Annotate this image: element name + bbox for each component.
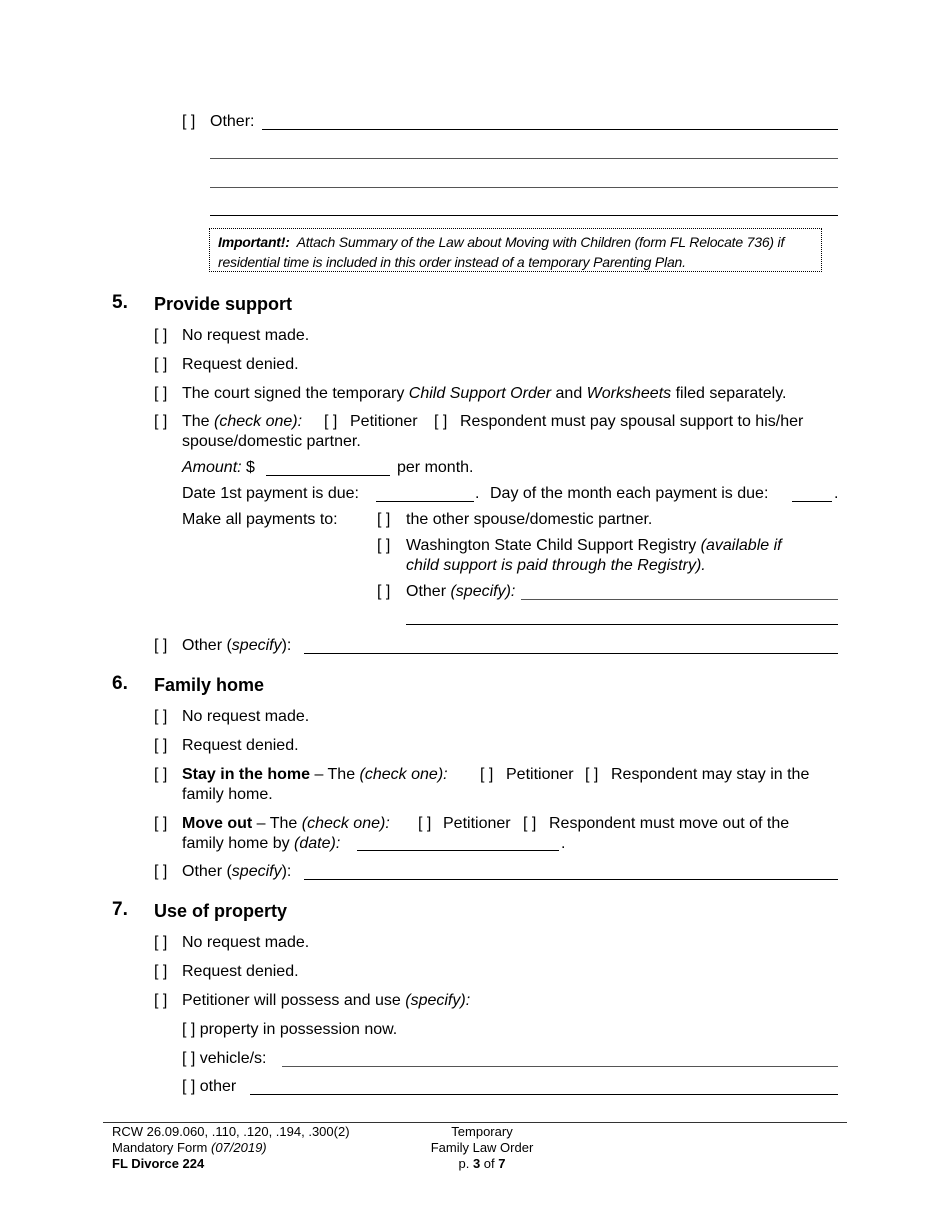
top-other-line-3[interactable] (210, 187, 838, 188)
s6-other-close: ): (281, 863, 292, 880)
s6-move-line2 (182, 834, 340, 854)
s6-other-open: Other ( (182, 863, 232, 880)
s6-other-specify: specify (231, 863, 282, 880)
s5-registry-note2: child support is paid through the Registry). (406, 557, 706, 574)
s6-move-dash: – The (252, 815, 302, 832)
s5-other-input-line[interactable] (304, 653, 838, 654)
s5-spousal-the: The (182, 413, 215, 430)
s6-move-bold: Move out (182, 815, 253, 832)
s5-spousal-checkbox[interactable]: [ ] (154, 413, 168, 430)
s7-other-option[interactable]: [ ] other (182, 1078, 237, 1095)
s5-signed-post: filed separately. (671, 385, 787, 402)
s5-signed-worksheets: Worksheets (586, 385, 672, 402)
footer-page-pre: p. (458, 1156, 473, 1171)
footer-left (112, 1124, 350, 1172)
s6-stay-line1 (182, 765, 448, 785)
s7-petitioner-label (182, 991, 470, 1011)
top-other-label: Other: (210, 113, 255, 130)
notice-text: Attach Summary of the Law about Moving with Children (form FL Relocate 736) if residential time is included in this order instead of a temporary Parenting Plan. (218, 234, 785, 270)
footer-mandatory (112, 1140, 350, 1156)
s6-move-line1 (182, 814, 390, 834)
section-7-title: Use of property (154, 901, 288, 921)
s6-move-by: family home by (182, 835, 295, 852)
s6-other-input-line[interactable] (304, 879, 838, 880)
s5-other-open: Other ( (182, 637, 232, 654)
s5-amount-label (182, 458, 255, 478)
s7-denied-checkbox[interactable]: [ ] (154, 963, 168, 980)
footer-center (422, 1124, 542, 1172)
s5-pay-other-checkbox[interactable]: [ ] (377, 583, 391, 600)
s6-move-petitioner-label: Petitioner (443, 815, 511, 832)
s5-date-period: . (475, 485, 480, 502)
s6-no-request-label: No request made. (182, 708, 310, 725)
footer-title-2: Family Law Order (430, 1140, 534, 1155)
s6-no-request-checkbox[interactable]: [ ] (154, 708, 168, 725)
s5-spousal-line2: spouse/domestic partner. (182, 433, 361, 450)
s5-denied-label: Request denied. (182, 356, 299, 373)
s5-registry-note1: (available if (700, 537, 782, 554)
s5-spousal-petitioner-label: Petitioner (350, 413, 418, 430)
s6-move-date-label: (date): (294, 835, 341, 852)
s5-pay-other-line-1[interactable] (521, 599, 838, 600)
s5-registry-name: Washington State Child Support Registry (406, 537, 697, 554)
footer-page (422, 1156, 542, 1172)
section-7-number: 7. (112, 899, 128, 920)
s5-pay-spouse-checkbox[interactable]: [ ] (377, 511, 391, 528)
footer-rcw: RCW 26.09.060, .110, .120, .194, .300(2) (112, 1124, 350, 1139)
footer-page-total: 7 (498, 1156, 506, 1171)
s5-signed-label (182, 384, 786, 404)
s5-amount-currency: $ (246, 459, 255, 476)
s5-day-label: Day of the month each payment is due: (490, 485, 769, 502)
s6-stay-dash: – The (310, 766, 360, 783)
s5-pay-registry-line2 (406, 556, 706, 576)
s6-move-period: . (561, 835, 566, 852)
s5-pay-other-line-2[interactable] (406, 624, 838, 625)
s7-property-option[interactable]: [ ] property in possession now. (182, 1021, 398, 1038)
s6-move-respondent-label: Respondent must move out of the (549, 815, 790, 832)
top-other-line-4[interactable] (210, 215, 838, 216)
s7-petitioner-text: Petitioner will possess and use (182, 992, 406, 1009)
s7-petitioner-checkbox[interactable]: [ ] (154, 992, 168, 1009)
notice-label: Important!: (218, 234, 290, 250)
s7-denied-label: Request denied. (182, 963, 299, 980)
s5-no-request-label: No request made. (182, 327, 310, 344)
s6-denied-label: Request denied. (182, 737, 299, 754)
s7-vehicle-input-line[interactable] (282, 1066, 838, 1067)
s6-other-checkbox[interactable]: [ ] (154, 863, 168, 880)
top-other-checkbox[interactable]: [ ] (182, 113, 196, 130)
s5-signed-mid: and (551, 385, 587, 402)
top-other-line-1[interactable] (262, 129, 838, 130)
s5-other-specify: specify (231, 637, 282, 654)
s5-spousal-line1 (182, 412, 302, 432)
s5-day-input-line[interactable] (792, 501, 832, 502)
s7-other-input-line[interactable] (250, 1094, 838, 1095)
s5-denied-checkbox[interactable]: [ ] (154, 356, 168, 373)
s6-stay-check-one: (check one): (359, 766, 448, 783)
s6-stay-bold: Stay in the home (182, 766, 311, 783)
s5-pay-registry-label (406, 536, 782, 556)
s6-move-respondent-checkbox[interactable]: [ ] (523, 815, 537, 832)
s5-signed-order: Child Support Order (408, 385, 552, 402)
footer-title-1: Temporary (451, 1124, 513, 1139)
s5-spousal-respondent-checkbox[interactable]: [ ] (434, 413, 448, 430)
s5-pay-spouse-label: the other spouse/domestic partner. (406, 511, 653, 528)
s5-pay-other-label (406, 582, 515, 602)
s5-other-label (182, 636, 291, 656)
s5-date-input-line[interactable] (376, 501, 474, 502)
top-other-line-2[interactable] (210, 158, 838, 159)
s5-amount-input-line[interactable] (266, 475, 390, 476)
s6-move-petitioner-checkbox[interactable]: [ ] (418, 815, 432, 832)
s5-signed-checkbox[interactable]: [ ] (154, 385, 168, 402)
s7-petitioner-specify: (specify): (405, 992, 471, 1009)
s6-move-checkbox[interactable]: [ ] (154, 815, 168, 832)
s7-no-request-checkbox[interactable]: [ ] (154, 934, 168, 951)
s6-stay-respondent-label: Respondent may stay in the (611, 766, 810, 783)
s6-denied-checkbox[interactable]: [ ] (154, 737, 168, 754)
s7-vehicle-option[interactable]: [ ] vehicle/s: (182, 1050, 267, 1067)
section-6-title: Family home (154, 675, 265, 695)
footer-form-id: FL Divorce 224 (112, 1156, 205, 1171)
s5-amount-suffix: per month. (397, 459, 474, 476)
s6-stay-petitioner-label: Petitioner (506, 766, 574, 783)
s5-payments-label: Make all payments to: (182, 511, 338, 528)
s5-spousal-respondent-label: Respondent must pay spousal support to his/her (460, 413, 804, 430)
s6-stay-petitioner-checkbox[interactable]: [ ] (480, 766, 494, 783)
section-5-number: 5. (112, 292, 128, 313)
s5-day-period: . (834, 485, 839, 502)
footer-page-num: 3 (472, 1156, 481, 1171)
s6-stay-checkbox[interactable]: [ ] (154, 766, 168, 783)
footer-mandatory-text: Mandatory Form (112, 1140, 211, 1155)
footer-mandatory-date: (07/2019) (210, 1140, 267, 1155)
s5-date-label: Date 1st payment is due: (182, 485, 359, 502)
s5-pay-other-specify: (specify): (450, 583, 516, 600)
section-6-number: 6. (112, 673, 128, 694)
s6-other-label (182, 862, 291, 882)
important-notice (209, 228, 822, 272)
s6-stay-line2: family home. (182, 786, 273, 803)
footer-page-of: of (480, 1156, 499, 1171)
section-5-title: Provide support (154, 294, 293, 314)
s7-no-request-label: No request made. (182, 934, 310, 951)
s5-pay-registry-checkbox[interactable]: [ ] (377, 537, 391, 554)
s5-no-request-checkbox[interactable]: [ ] (154, 327, 168, 344)
s5-other-close: ): (281, 637, 292, 654)
s6-stay-respondent-checkbox[interactable]: [ ] (585, 766, 599, 783)
s5-other-checkbox[interactable]: [ ] (154, 637, 168, 654)
s5-pay-other-word: Other (406, 583, 447, 600)
s5-spousal-petitioner-checkbox[interactable]: [ ] (324, 413, 338, 430)
s5-signed-pre: The court signed the temporary (182, 385, 409, 402)
s5-spousal-check-one: (check one): (214, 413, 303, 430)
s6-move-check-one: (check one): (301, 815, 390, 832)
s5-amount-word: Amount: (182, 459, 242, 476)
footer-divider (103, 1122, 847, 1123)
s6-move-date-input-line[interactable] (357, 850, 559, 851)
